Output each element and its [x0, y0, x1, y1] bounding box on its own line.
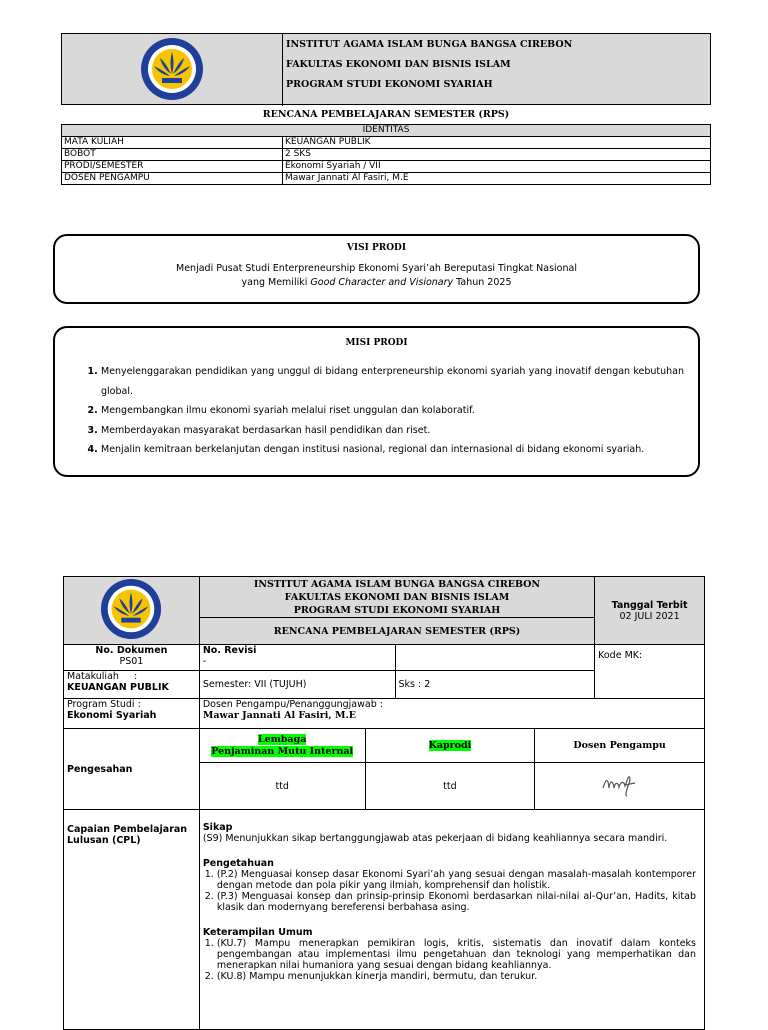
- identitas-value: Ekonomi Syariah / VII: [283, 161, 711, 173]
- identitas-label: BOBOT: [62, 149, 283, 161]
- dosen-pengampu-penanggungjawab: Dosen Pengampu/Penanggungjawab : Mawar Jannati Al Fasiri, M.E: [199, 699, 704, 729]
- table-row: [62, 137, 711, 149]
- program-studi: Program Studi : Ekonomi Syariah: [64, 699, 200, 729]
- rps-table-title: RENCANA PEMBELAJARAN SEMESTER (RPS): [199, 618, 594, 645]
- kode-mk: Kode MK:: [595, 645, 705, 699]
- ku-title: Keterampilan Umum: [202, 927, 313, 938]
- cpl-content: [199, 810, 704, 1030]
- visi-line-1: Menjadi Pusat Studi Enterpreneurship Ekonomi Syari’ah Bereputasi Tingkat Nasional: [176, 263, 577, 274]
- lembaga-header: Lembaga Penjaminan Mutu Internal: [199, 729, 365, 763]
- ttd-lembaga: ttd: [199, 763, 365, 810]
- institution-logo-icon: [140, 36, 204, 102]
- header-line-program: PROGRAM STUDI EKONOMI SYARIAH: [286, 79, 493, 90]
- rps-table: [63, 576, 705, 1030]
- sikap-title: Sikap: [202, 822, 233, 833]
- table-row: [62, 149, 711, 161]
- visi-line-2: yang Memiliki Good Character and Visionary Tahun 2025: [241, 277, 512, 288]
- identitas-table: [61, 124, 711, 185]
- list-item: 2. (P.3) Menguasai konsep dan prinsip-prinsip Ekonomi berdasarkan nilai-nilai al-Qur’an, Hadits, kitab klasik dan modernyang bereferensi berbahasa asing.: [217, 891, 696, 913]
- rps-title: RENCANA PEMBELAJARAN SEMESTER (RPS): [262, 109, 510, 120]
- identitas-value: KEUANGAN PUBLIK: [283, 137, 711, 149]
- institution-header: [61, 33, 711, 105]
- semester: Semester: VII (TUJUH): [199, 671, 395, 699]
- cpl-label: Capaian Pembelajaran Lulusan (CPL): [64, 810, 200, 1030]
- list-item: 3. Memberdayakan masyarakat berdasarkan hasil pendidikan dan riset.: [101, 421, 684, 441]
- kaprodi-header: Kaprodi: [365, 729, 535, 763]
- visi-title: VISI PRODI: [346, 243, 407, 253]
- pengesahan-label: Pengesahan: [64, 729, 200, 810]
- list-item: 1. Menyelenggarakan pendidikan yang unggul di bidang enterpreneurship ekonomi syariah yang inovatif dengan kebutuhan global.: [101, 362, 684, 401]
- institution-logo-icon: [99, 577, 163, 641]
- ku-list: [203, 938, 696, 982]
- no-dokumen: No. Dokumen PS01: [64, 645, 200, 671]
- signature-icon: [600, 770, 640, 800]
- no-revisi: No. Revisi -: [199, 645, 395, 671]
- header-line-faculty: FAKULTAS EKONOMI DAN BISNIS ISLAM: [286, 59, 511, 70]
- identitas-title: IDENTITAS: [62, 125, 711, 137]
- misi-title: MISI PRODI: [345, 338, 408, 348]
- pengetahuan-title: Pengetahuan: [202, 858, 274, 869]
- table-row: [62, 161, 711, 173]
- pengetahuan-list: [203, 869, 696, 913]
- list-item: 1. (P.2) Menguasai konsep dasar Ekonomi Syari’ah yang sesuai dengan masalah-masalah kontemporer dengan metode dan pola pikir yang ilmiah, komprehensif dan holistik.: [217, 869, 696, 891]
- identitas-label: DOSEN PENGAMPU: [62, 173, 283, 185]
- identitas-label: PRODI/SEMESTER: [62, 161, 283, 173]
- identitas-value: 2 SKS: [283, 149, 711, 161]
- matakuliah: Matakuliah : KEUANGAN PUBLIK: [64, 671, 200, 699]
- table-row: [62, 173, 711, 185]
- signature-dosen: [535, 763, 705, 810]
- list-item: 2. (KU.8) Mampu menunjukkan kinerja mandiri, bermutu, dan terukur.: [217, 971, 696, 982]
- tanggal-terbit: Tanggal Terbit 02 JULI 2021: [595, 577, 705, 645]
- list-item: 1. (KU.7) Mampu menerapkan pemikiran logis, kritis, sistematis dan inovatif dalam konteks pengembangan atau implementasi ilmu pengetahuan dan teknologi yang memperhatikan dan menerapkan nilai humaniora yang sesuai dengan bidang keahliannya.: [217, 938, 696, 971]
- list-item: 2. Mengembangkan ilmu ekonomi syariah melalui riset unggulan dan kolaboratif.: [101, 401, 684, 421]
- ttd-kaprodi: ttd: [365, 763, 535, 810]
- identitas-value: Mawar Jannati Al Fasiri, M.E: [283, 173, 711, 185]
- sks: Sks : 2: [395, 671, 595, 699]
- dosen-pengampu-header: Dosen Pengampu: [535, 729, 705, 763]
- header-line-institute: INSTITUT AGAMA ISLAM BUNGA BANGSA CIREBON: [286, 39, 573, 50]
- list-item: 4. Menjalin kemitraan berkelanjutan dengan institusi nasional, regional dan internasional di bidang ekonomi syariah.: [101, 440, 684, 460]
- rps-logo-cell: [64, 577, 200, 645]
- identitas-label: MATA KULIAH: [62, 137, 283, 149]
- visi-box: [53, 234, 700, 304]
- sikap-text: (S9) Menunjukkan sikap bertanggungjawab atas pekerjaan di bidang keahliannya secara mandiri.: [202, 833, 668, 844]
- rps-institution-header: INSTITUT AGAMA ISLAM BUNGA BANGSA CIREBON FAKULTAS EKONOMI DAN BISNIS ISLAM PROGRAM STUDI EKONOMI SYARIAH: [199, 577, 594, 618]
- misi-box: [53, 326, 700, 477]
- misi-list: [101, 362, 684, 460]
